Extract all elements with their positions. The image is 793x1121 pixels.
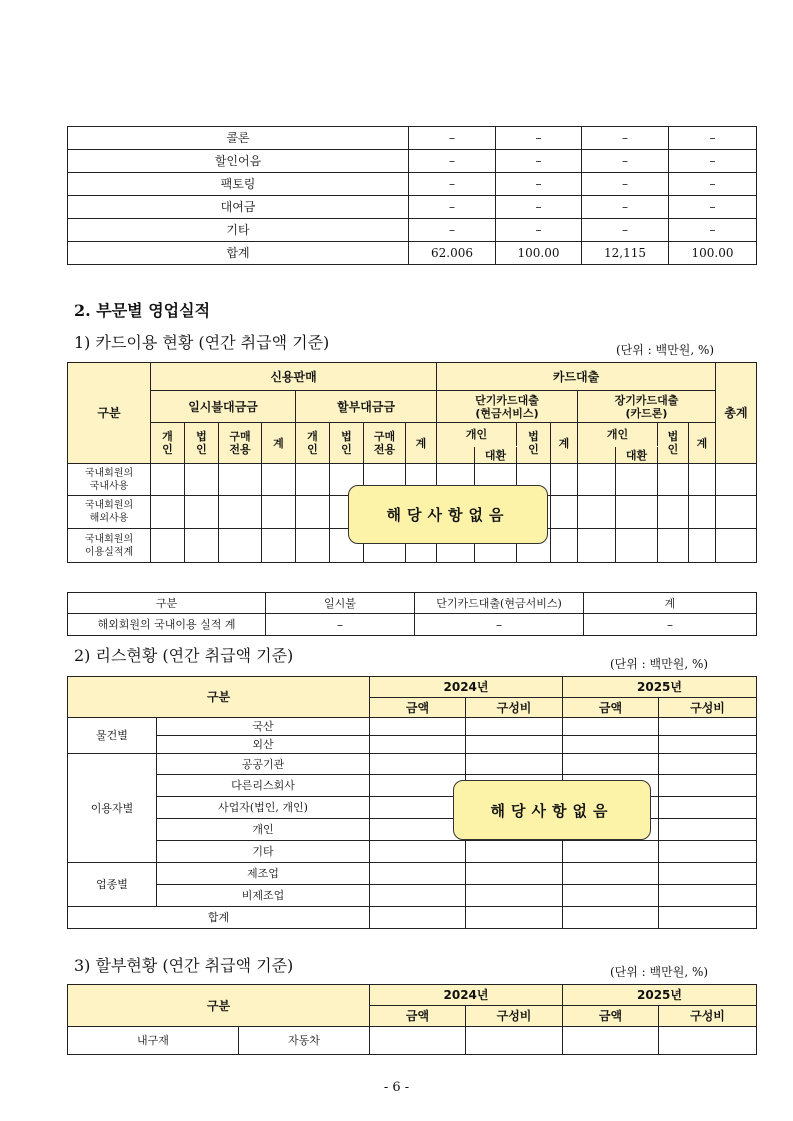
card-header-corp: 법 인 (658, 423, 689, 464)
card-not-applicable-note: 해당사항없음 (348, 485, 548, 544)
card-header-personal-wide: 개인 (437, 423, 517, 447)
card-cell (578, 529, 616, 563)
card-cell (262, 529, 296, 563)
card-header-gubun: 구분 (68, 363, 151, 464)
lease-header-gubun: 구분 (68, 677, 370, 718)
page-number: - 6 - (383, 1080, 410, 1095)
summary-row-label: 팩토링 (68, 173, 409, 196)
summary-value: – (496, 173, 582, 196)
card-cell (219, 496, 262, 529)
summary-value: – (582, 173, 669, 196)
summary-row-label: 할인어음 (68, 150, 409, 173)
installment-header-ratio: 구성비 (466, 1006, 563, 1027)
summary-value: – (496, 219, 582, 242)
foreign-row-label: 해외회원의 국내이용 실적 계 (68, 614, 266, 636)
lease-group-industry: 업종별 (68, 863, 157, 907)
lease-not-applicable-note: 해당사항없음 (453, 780, 651, 840)
summary-value: – (409, 127, 496, 150)
card-cell (578, 464, 616, 496)
installment-unit: (단위 : 백만원, %) (610, 965, 709, 979)
card-cell (296, 496, 330, 529)
card-header-installment: 할부대금금 (296, 391, 437, 423)
lease-row-total: 합계 (68, 907, 370, 929)
lease-title: 2) 리스현황 (연간 취급액 기준) (74, 646, 294, 665)
summary-value: – (582, 219, 669, 242)
card-cell (689, 496, 716, 529)
summary-value: – (496, 150, 582, 173)
installment-title: 3) 할부현황 (연간 취급액 기준) (74, 956, 294, 975)
summary-table (67, 126, 757, 265)
card-header-long-loan: 장기카드대출 (카드론) (578, 391, 716, 423)
card-header-refinance: 대환 (475, 447, 517, 464)
summary-value: – (669, 150, 757, 173)
summary-value: – (669, 196, 757, 219)
card-header-lump: 일시불대금금 (151, 391, 296, 423)
card-header-sum: 계 (551, 423, 578, 464)
card-cell (219, 464, 262, 496)
card-cell (151, 529, 185, 563)
card-cell (185, 464, 219, 496)
card-header-corp: 법 인 (330, 423, 364, 464)
summary-row-label: 기타 (68, 219, 409, 242)
lease-header-amount: 금액 (370, 698, 466, 718)
summary-value: – (669, 219, 757, 242)
summary-row-label: 대여금 (68, 196, 409, 219)
card-cell (185, 496, 219, 529)
card-header-personal: 개 인 (151, 423, 185, 464)
card-cell (716, 464, 757, 496)
card-header-corp: 법 인 (517, 423, 551, 464)
summary-row (68, 196, 757, 219)
lease-table (67, 676, 757, 929)
card-cell (185, 529, 219, 563)
card-cell (616, 529, 658, 563)
card-row-label: 국내회원의 해외사용 (68, 496, 151, 529)
foreign-header-gubun: 구분 (68, 593, 266, 614)
card-cell (578, 496, 616, 529)
lease-header-year-2025: 2025년 (563, 677, 757, 698)
summary-value: – (582, 150, 669, 173)
lease-header-amount: 금액 (563, 698, 659, 718)
summary-value: – (582, 196, 669, 219)
summary-row (68, 150, 757, 173)
summary-value: 100.00 (496, 242, 582, 265)
card-header-sum: 계 (689, 423, 716, 464)
card-cell (616, 464, 658, 496)
lease-group-goods: 물건별 (68, 718, 157, 754)
foreign-header-total: 계 (584, 593, 757, 614)
lease-group-user: 이용자별 (68, 754, 157, 863)
summary-value: – (669, 127, 757, 150)
summary-value: 100.00 (669, 242, 757, 265)
card-header-card-loan: 카드대출 (437, 363, 716, 391)
card-header-sum: 계 (406, 423, 437, 464)
lease-header-year-2024: 2024년 (370, 677, 563, 698)
card-cell (551, 464, 578, 496)
summary-row (68, 127, 757, 150)
card-cell (262, 496, 296, 529)
card-cell (151, 464, 185, 496)
installment-header-ratio: 구성비 (659, 1006, 757, 1027)
card-header-corp: 법 인 (185, 423, 219, 464)
card-row-label: 국내회원의 이용실적계 (68, 529, 151, 563)
card-cell (296, 529, 330, 563)
lease-row-manufacturing: 제조업 (157, 863, 370, 885)
summary-value: 62.006 (409, 242, 496, 265)
summary-row (68, 173, 757, 196)
card-cell (262, 464, 296, 496)
summary-value: – (409, 196, 496, 219)
card-cell (551, 529, 578, 563)
foreign-value-lump: – (266, 614, 415, 636)
card-header-personal-wide: 개인 (578, 423, 658, 447)
lease-unit: (단위 : 백만원, %) (610, 657, 709, 671)
card-header-sum: 계 (262, 423, 296, 464)
card-header-personal: 개 인 (296, 423, 330, 464)
installment-header-amount: 금액 (370, 1006, 466, 1027)
card-cell (658, 496, 689, 529)
summary-row (68, 219, 757, 242)
card-header-blank (437, 447, 475, 464)
section-title: 2. 부문별 영업실적 (74, 301, 211, 320)
card-header-total: 총계 (716, 363, 757, 464)
card-cell (219, 529, 262, 563)
summary-value: – (409, 150, 496, 173)
card-usage-unit: (단위 : 백만원, %) (616, 343, 715, 357)
card-header-credit-sales: 신용판매 (151, 363, 437, 391)
lease-header-ratio: 구성비 (659, 698, 757, 718)
foreign-header-lump: 일시불 (266, 593, 415, 614)
installment-header-amount: 금액 (563, 1006, 659, 1027)
card-header-blank (578, 447, 616, 464)
installment-header-year-2024: 2024년 (370, 985, 563, 1006)
card-header-purchase: 구매 전용 (219, 423, 262, 464)
summary-row-label: 합계 (68, 242, 409, 265)
summary-value: – (409, 219, 496, 242)
summary-value: – (582, 127, 669, 150)
card-cell (689, 529, 716, 563)
card-usage-title: 1) 카드이용 현황 (연간 취급액 기준) (74, 333, 330, 352)
lease-row-business: 사업자(법인, 개인) (157, 797, 370, 819)
summary-row (68, 242, 757, 265)
summary-value: – (496, 127, 582, 150)
summary-value: – (669, 173, 757, 196)
card-header-short-loan: 단기카드대출 (현금서비스) (437, 391, 578, 423)
lease-row-etc: 기타 (157, 841, 370, 863)
lease-header-ratio: 구성비 (466, 698, 563, 718)
lease-row-domestic: 국산 (157, 718, 370, 736)
lease-row-other-lease: 다른리스회사 (157, 775, 370, 797)
lease-row-public: 공공기관 (157, 754, 370, 775)
foreign-value-total: – (584, 614, 757, 636)
card-cell (616, 496, 658, 529)
card-cell (658, 529, 689, 563)
installment-row-durable: 내구재 (68, 1027, 239, 1055)
foreign-header-short: 단기카드대출(현금서비스) (415, 593, 584, 614)
foreign-value-short: – (415, 614, 584, 636)
summary-value: 12,115 (582, 242, 669, 265)
lease-row-non-manufacturing: 비제조업 (157, 885, 370, 907)
foreign-usage-table (67, 592, 757, 636)
card-cell (151, 496, 185, 529)
card-cell (716, 529, 757, 563)
summary-value: – (409, 173, 496, 196)
card-cell (716, 496, 757, 529)
card-cell (658, 464, 689, 496)
card-header-purchase: 구매 전용 (364, 423, 406, 464)
installment-header-gubun: 구분 (68, 985, 370, 1027)
card-row-label: 국내회원의 국내사용 (68, 464, 151, 496)
card-cell (551, 496, 578, 529)
card-cell (689, 464, 716, 496)
installment-header-year-2025: 2025년 (563, 985, 757, 1006)
lease-row-foreign: 외산 (157, 736, 370, 754)
summary-row-label: 콜론 (68, 127, 409, 150)
card-cell (296, 464, 330, 496)
summary-value: – (496, 196, 582, 219)
lease-row-person: 개인 (157, 819, 370, 841)
installment-table (67, 984, 757, 1055)
card-header-refinance: 대환 (616, 447, 658, 464)
installment-row-car: 자동차 (239, 1027, 370, 1055)
